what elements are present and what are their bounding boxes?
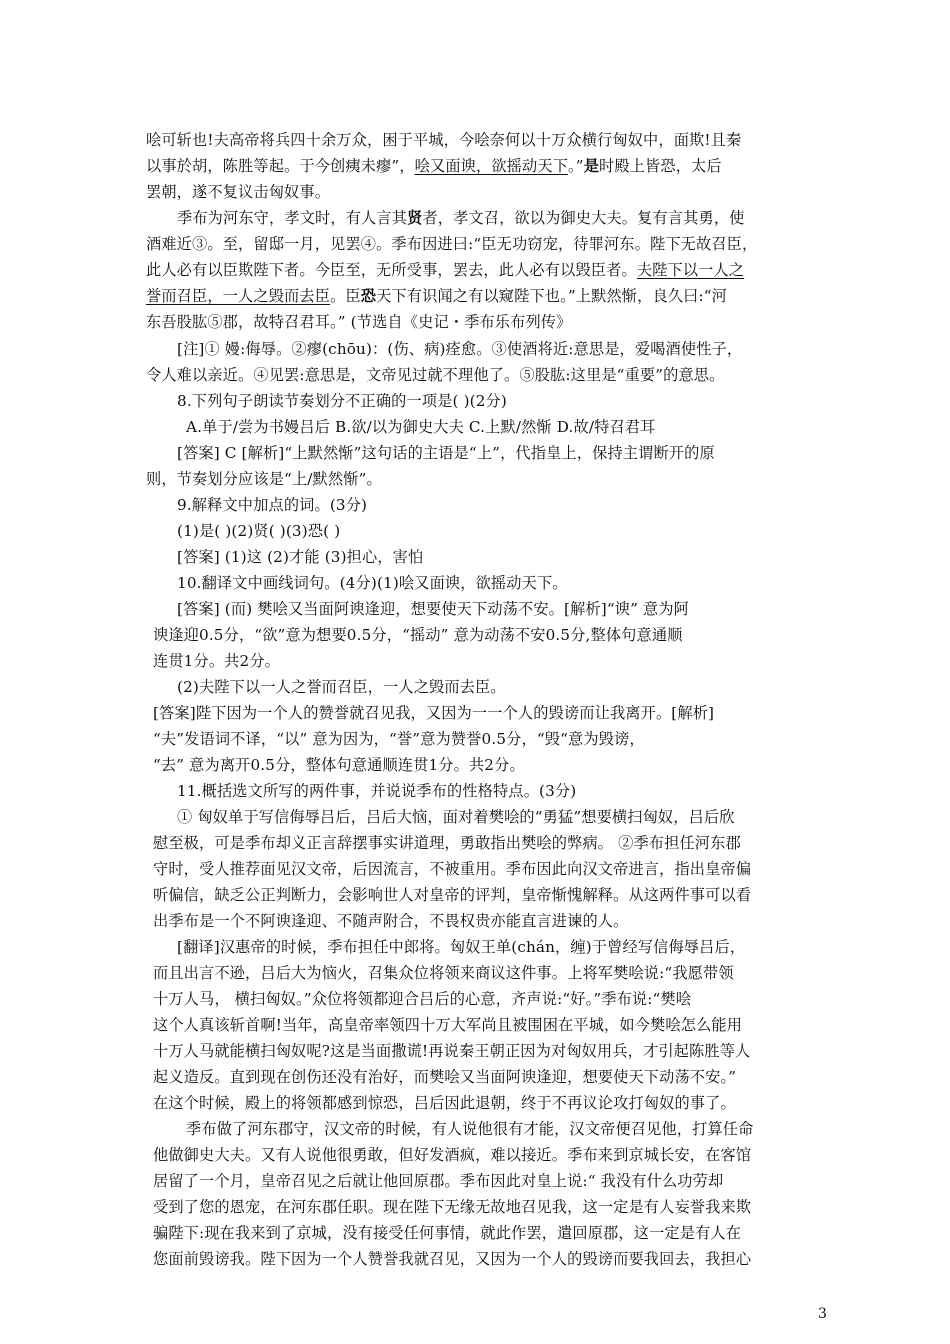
question-8-answer: 则，节奏划分应该是“上/默然惭”。	[146, 470, 382, 488]
dotted-word: 是	[583, 157, 600, 175]
text-span: 天下有识闻之有以窥陛下也。”上默然惭，良久曰:“河	[376, 287, 728, 305]
question-8-answer: [答案] C [解析]“上默然惭”这句话的主语是“上”，代指皇上，保持主谓断开的原	[177, 444, 715, 462]
translation-line: 您面前毁谤我。陛下因为一个人赞誉我就召见，又因为一个人的毁谤而要我回去，我担心	[153, 1250, 752, 1268]
text-span: 。”	[568, 157, 584, 175]
question-8: 8.下列句子朗读节奏划分不正确的一项是( )(2分)	[177, 392, 507, 410]
translation-line: 十万人马， 横扫匈奴。”众位将领都迎合吕后的心意，齐声说:“好。”季布说:“樊哙	[153, 990, 692, 1008]
text-span: 此人必有以臣欺陛下者。今臣至，无所受事，罢去，此人必有以毁臣者。	[146, 261, 637, 279]
question-10-answer: [答案]陛下因为一个人的赞誉就召见我，又因为一一个人的毁谤而让我离开。[解析]	[153, 704, 715, 722]
translation-line: 这个人真该斩首啊!当年，高皇帝率领四十万大军尚且被围困在平城，如今樊哙怎么能用	[153, 1016, 743, 1034]
question-11-answer: 慰至极，可是季布却义正言辞摆事实讲道理，勇敢指出樊哙的弊病。 ②季布担任河东郡	[153, 834, 741, 852]
text-line	[146, 285, 727, 307]
dotted-word: 贤	[407, 209, 423, 227]
translation-line: 季布做了河东郡守，汉文帝的时候，有人说他很有才能，汉文帝便召见他，打算任命	[186, 1120, 754, 1138]
translation-line: 在这个时候，殿上的将领都感到惊恐，吕后因此退朝，终于不再议论攻打匈奴的事了。	[153, 1094, 736, 1112]
question-11-answer: 听偏信，缺乏公正判断力，会影响世人对皇帝的评判，皇帝惭愧解释。从这两件事可以看	[153, 886, 752, 904]
translation-line: 而且出言不逊，吕后大为恼火，召集众位将领来商议这件事。上将军樊哙说:“我愿带领	[153, 964, 734, 982]
question-11-answer: 出季布是一个不阿谀逢迎、不随声附合，不畏权贵亦能直言进谏的人。	[153, 912, 629, 930]
dotted-word: 恐	[360, 287, 377, 305]
question-9: 9.解释文中加点的词。(3分)	[177, 496, 368, 514]
page-number: 3	[818, 1306, 827, 1322]
translation-line: 十万人马就能横扫匈奴呢?这是当面撒谎!再说秦王朝正因为对匈奴用兵，才引起陈胜等人	[153, 1042, 751, 1060]
question-10: 10.翻译文中画线词句。(4分)(1)哙又面谀，欲摇动天下。	[177, 574, 568, 592]
question-8-options: A.单于/尝为书嫚吕后 B.欲/以为御史大夫 C.上默/然惭 D.故/特召君耳	[186, 418, 656, 436]
text-span: 。臣	[330, 287, 361, 305]
text-line: 酒难近③。至，留邸一月，见罢④。季布因进曰:“臣无功窃宠，待罪河东。陛下无故召臣，	[146, 235, 758, 253]
underlined-sentence: 誉而召臣，一人之毁而去臣	[146, 287, 331, 305]
translation-line: 居留了一个月，皇帝召见之后就让他回原郡。季布因此对皇上说:“ 我没有什么功劳却	[153, 1172, 724, 1190]
question-10-answer: “夫”发语词不译，“以” 意为因为，“誉”意为赞誉0.5分，“毁“意为毁谤，	[153, 730, 645, 748]
question-11: 11.概括选文所写的两件事，并说说季布的性格特点。(3分)	[177, 782, 577, 800]
text-line	[146, 259, 744, 281]
note-line: [注]① 嫚:侮辱。②瘳(chōu)：(伤、病)痊愈。③使酒将近:意思是，爱喝酒使性子，	[177, 340, 743, 358]
translation-line: 受到了您的恩宠，在河东郡任职。现在陛下无缘无故地召见我，这一定是有人妄誉我来欺	[153, 1198, 752, 1216]
text-line: 罢朝，遂不复议击匈奴事。	[146, 183, 331, 201]
question-10-answer: “去” 意为离开0.5分，整体句意通顺连贯1分。共2分。	[153, 756, 525, 774]
translation-line: 起义造反。直到现在创伤还没有治好，而樊哙又当面阿谀逢迎，想要使天下动荡不安。”	[153, 1068, 737, 1086]
text-span: 以事於胡，陈胜等起。于今创痍未瘳”，	[146, 157, 415, 175]
question-11-answer: ① 匈奴单于写信侮辱吕后，吕后大恼，面对着樊哙的“勇猛”想要横扫匈奴，吕后欣	[177, 808, 735, 826]
text-span: 者，孝文召，欲以为御史大夫。复有言其勇，使	[422, 209, 745, 227]
text-line	[146, 155, 722, 177]
question-10-sub2: (2)夫陛下以一人之誉而召臣，一人之毁而去臣。	[177, 678, 506, 696]
text-span: 时殿上皆恐，太后	[599, 157, 722, 175]
question-10-answer: 谀逢迎0.5分，“欲”意为想要0.5分，“摇动” 意为动荡不安0.5分,整体句意通顺	[153, 626, 683, 644]
question-10-answer: 连贯1分。共2分。	[153, 652, 280, 670]
underlined-sentence: 哙又面谀，欲摇动天下	[414, 157, 569, 175]
translation-line: 他做御史大夫。又有人说他很勇敢，但好发酒疯，难以接近。季布来到京城长安，在客馆	[153, 1146, 752, 1164]
question-9-answer: [答案] (1)这 (2)才能 (3)担心，害怕	[177, 548, 424, 566]
translation-line: [翻译]汉惠帝的时候，季布担任中郎将。匈奴王单(chán，缠)于曾经写信侮辱吕后，	[177, 938, 746, 956]
question-10-answer: [答案] (而) 樊哙又当面阿谀逢迎，想要使天下动荡不安。[解析]“谀” 意为阿	[177, 600, 690, 618]
text-line: 哙可斩也!夫高帝将兵四十余万众，困于平城，今哙奈何以十万众横行匈奴中，面欺!且秦	[146, 131, 742, 149]
note-line: 令人难以亲近。④见罢:意思是，文帝见过就不理他了。⑤股肱:这里是“重要”的意思。	[146, 366, 725, 384]
underlined-sentence: 夫陛下以一人之	[636, 261, 745, 279]
text-line	[177, 207, 745, 229]
translation-line: 骗陛下:现在我来到了京城，没有接受任何事情，就此作罢，遣回原郡，这一定是有人在	[153, 1224, 742, 1242]
text-line: 东吾股肱⑤郡，故特召君耳。” (节选自《史记・季布乐布列传》	[146, 313, 572, 331]
text-span: 季布为河东守，孝文时，有人言其	[177, 209, 408, 227]
question-11-answer: 守时，受人推荐面见汉文帝，后因流言，不被重用。季布因此向汉文帝进言，指出皇帝偏	[153, 860, 752, 878]
question-9-blanks: (1)是( )(2)贤( )(3)恐( )	[177, 522, 341, 540]
